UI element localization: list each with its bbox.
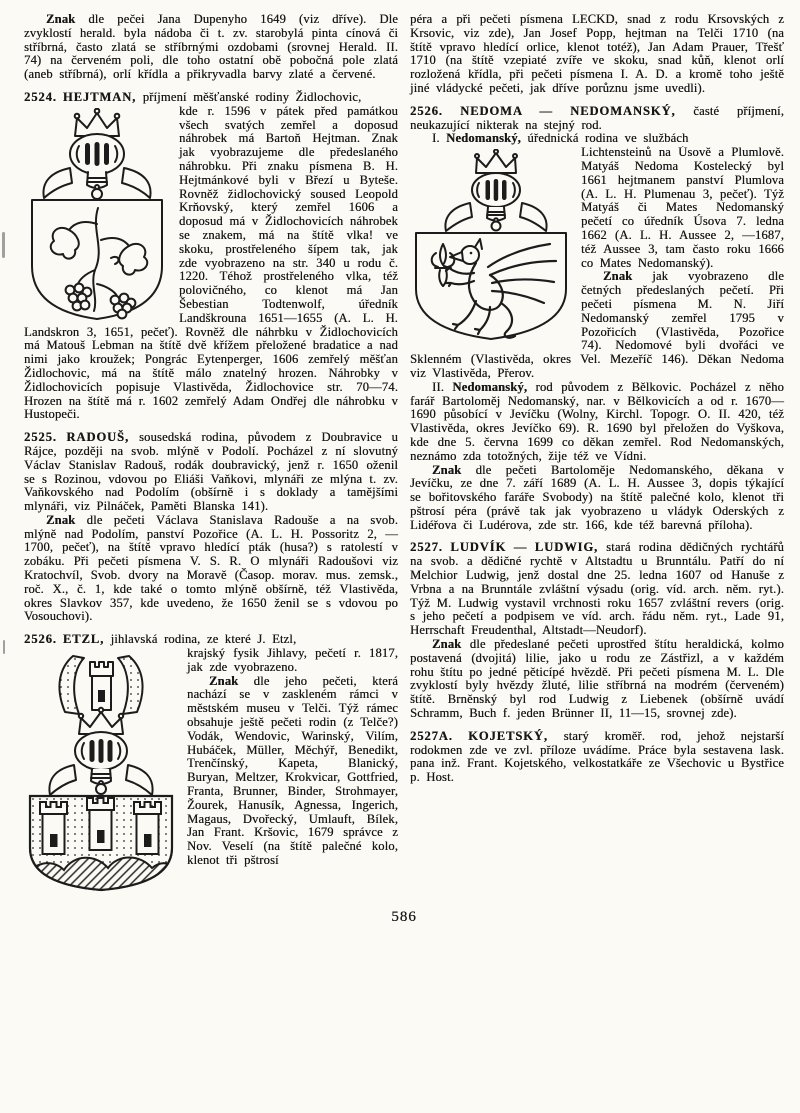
entry-body-text: krajský fysik Jihlavy, pečetí r. 1817, jak zde vyobrazeno. bbox=[187, 647, 398, 674]
entry-2527a-kojetsky bbox=[410, 730, 784, 785]
entry-2526-nedoma bbox=[410, 105, 784, 533]
entry-body-with-illustration bbox=[410, 146, 784, 381]
entry-2524-hejtman bbox=[24, 91, 398, 422]
entry-heading: 2527. LUDVÍK — LUDWIG, stará rodina dědičných rychtářů na svob. a dědičné rychtě v Altstadtu u Brunntálu. Patří do ní Melchior Ludwig, jenž dostal dne 25. ledna 1607 od Hanuše z Vrbna a na Brunntále zvláštní výsadu (orig. víd. arch. něm. ryt.). Týž M. Ludwig vystavil vrchnosti roku 1657 zvláštní revers (orig. s jeho pečetí a podpisem ve víd. arch. řádu něm. ryt., Lade 91, Herrschaft Freudenthal, Altstadt—Neudorf). bbox=[410, 540, 784, 638]
page-number: 586 bbox=[391, 909, 417, 926]
entry-heading: 2524. HEJTMAN, příjmení měšťanské rodiny Židlochovic, bbox=[24, 89, 362, 104]
paragraph-nedomansky-I-znak: Znak jak vyobrazeno dle četných předeslaných pečetí. Při pečeti písmena M. N. Jiří Nedomanský zemřel 1795 v Pozořicích (Vlastivěda, Pozořice 74). Nedomové byli dvořáci ve Sklenném (Vlastivěda, okres Vel. Mezeříč 146). Děkan Nedoma viz Vlastivěda, Přerov. bbox=[410, 269, 784, 380]
paragraph-nedomansky-II-znak: Znak dle pečeti Bartoloměje Nedomanského, děkana v Jevíčku, ze dne 7. září 1689 (A. L. H. Aussee 3, dopis týkající se bořitovského faráře Svobody) na štítě palečné kolo, klenot tři pštrosí péra (právě tak jak vyobrazeno u vládyk Oderských z Lidéřova či Ludérova, zde str. 166, kde též barevná příloha). bbox=[410, 462, 784, 532]
etzl-coat-of-arms-illustration bbox=[24, 650, 178, 892]
paragraph-nedomansky-I: I. Nedomanský, úřednická rodina ve službách bbox=[432, 131, 689, 146]
paragraph-ludvik-znak: Znak dle předeslané pečeti uprostřed štítu heraldická, kolmo postavená (dvojitá) lilie, jako u rodu ze Zástřizl, a v každém rohu štítu po jedné pěticípé hvězdě. Při pečeti písmena M. L. Dle zvyklostí byly hvězdy žluté, lilie stříbrná na modrém (červeném) štítě. Brněnský byl rod Ludwig z Liebenek (obšírně uvádí Schramm, Buch f. jeden Brünner II, 11—15, srovnej zde). bbox=[410, 637, 784, 721]
entry-body-with-illustration bbox=[24, 105, 398, 422]
paragraph-radous-znak: Znak dle pečeti Václava Stanislava Radouše a na svob. mlýně nad Podolím, panství Pozořice (A. L. H. Possoritz 2, —1700, pečeť), na štítě vpravo hledící pták (husa?) s ratolestí v zobáku. Při pečeti písmena V. S. R. O mlynáři Radoušovi viz Kratochvíl, Svob. dvory na Moravě (Časop. morav. mus. zemsk., roč. X., č. 1, kde také o tomto mlýně obšírně, též Vlastivěda, okres Slavkov 357, kde uvedeno, že 1650 ženil se s vdovou po Vosouchovi). bbox=[24, 512, 398, 624]
paragraph-etzl-znak: Znak dle jeho pečeti, která nachází se v zaskleném rámci v městském museu v Telči. Týž rámec obsahuje ještě pečeti rodin (z Telče?) Vodák, Wendovic, Warinský, Vilím, Hubáček, Müller, Měchýř, Benedikt, Trenčínský, Kapeta, Blanický, Buryan, Meltzer, Krokvicar, Gottfried, Franta, Brunner, Binder, Strohmayer, Žourek, Hanusík, Agnessa, Ingerich, Magaus, Dvořecký, Umlauft, Bílek, Jan Frant. Kršovic, 1679 správce z Nov. Veselí (na štítě palečné kolo, klenot tři pštrosí bbox=[187, 673, 398, 868]
nedomansky-coat-of-arms-illustration bbox=[410, 149, 572, 343]
two-column-text bbox=[24, 13, 784, 894]
entry-body-with-illustration bbox=[24, 647, 398, 894]
paragraph-dupeny-znak: Znak dle pečei Jana Dupenyho 1649 (viz dříve). Dle zvyklostí herald. byla nádoba či t. zv. starobylá pinta cínová či stříbrná, často zlatá se stříbrnými ozdobami (srovnej Herald. II. 74) na červeném poli, dle toho ostatní obě pobočná pole zlatá (aneb stříbrná), orlí křídla a přikryvadla barvy zlaté a červené. bbox=[24, 12, 398, 82]
entry-2527-ludvik bbox=[410, 541, 784, 720]
hejtman-coat-of-arms-illustration bbox=[24, 108, 170, 322]
entry-body-text: Lichtensteinů na Úsově a Plumlově. Matyáš Nedoma Kostelecký byl 1661 hejtmanem panství Plumlova (A. L. H. Plumenau 3, pečeť). Týž Matyáš či Mates Nedomanský pečetí co úředník Úsova 7. ledna 1662 (A. L. H. Aussee 2, —1687, též Aussee 3, tam často roku 1666 co Mates Nedomanský). bbox=[581, 146, 784, 270]
entry-2525-radous bbox=[24, 431, 398, 624]
scan-artifact bbox=[2, 232, 5, 258]
entry-body-text: kde r. 1596 v pátek před památkou všech svatých zemřel a doposud náhrobek má Bartoň Hejtman. Znak jak vyobrazujeme dle předeslaného náhrobku. Při znaku písmena B. H. Hejtmánkové byli v Březí u Byteše. Rovněž židlochovický soused Leopold Krňovský, který zemřel 1606 a doposud má v Židlochovicích náhrobek se znakem, má na štítě vlka! ve skoku, prostřeleného šípem tak, jak zde vyobrazeno na str. 340 u rodu č. 1220. Téhož prostřeleného vlka, též polovičného, co klenot má Jan Šebestian Todtenwolf, úředník Landškrouna 1651—1655 (A. L. H. Landskron 3, 1651, pečeť). Rovněž dle náhrbku v Židlochovicích má Matouš Lebman na štítě dvě křížem přeložené bradatice a nad nimi jako kroužek; Pongrác Eytenperger, 1606 zemřelý měšťan Židlochovic, má na štítě málo znatelný hrozen. Náhrobky v Židlochovicích popisuje Vlastivěda, Židlochovice str. 70—74. Hrozen na štítě má r. 1602 zemřelý Adam Ondřej dle náhrobku v Hustopeči. bbox=[24, 104, 398, 422]
entry-heading: 2527A. KOJETSKÝ, starý kroměř. rod, jehož nejstarší rodokmen zde ve zvl. příloze uvádíme. Práce byla sestavena lask. pana inž. Frant. Kojetského, velkostatkáře ze Všechovic u Bystřice p. Host. bbox=[410, 728, 784, 785]
paragraph-continuation: péra a při pečeti písmena LECKD, snad z rodu Krsovských z Krsovic, viz zde), Jan Josef Popp, hejtman na Telči 1710 (na štítě vpravo hledící orlice, klenot totéž), Jan Adam Prauer, Třešť 1710 (na štítě vzepiaté zvíře ve skoku, snad kůň, klenot orlí rozložená křídla, při pečeti písmena I. A. D. a kromě toho ještě jiné vládycké pečeti, jak dříve porůznu jsme uvedli). bbox=[410, 12, 784, 95]
entry-heading: 2526. NEDOMA — NEDOMANSKÝ, časté příjmení, neukazující nikterak na stejný rod. bbox=[410, 103, 784, 132]
entry-2526-etzl bbox=[24, 633, 398, 894]
scan-artifact bbox=[3, 640, 5, 654]
right-column bbox=[410, 13, 784, 894]
entry-heading: 2526. ETZL, jihlavská rodina, ze které J. Etzl, bbox=[24, 632, 297, 647]
paragraph-nedomansky-II: II. Nedomanský, rod původem z Bělkovic. Pocházel z něho farář Bartoloměj Nedomanský, nar. v Bělkovicích a od r. 1670—1690 působící v Jevíčku (Wolny, Kirchl. Topogr. O. II. 420, též Vlastivěda, okres Jevíčko 69). R. 1690 byl přeložen do Vyškova, kde dne 5. června 1699 co děkan zemřel. Rod Nedomanských, neznámo zda totožných, žije též ve Vídni. bbox=[410, 379, 784, 463]
entry-heading: 2525. RADOUŠ, sousedská rodina, původem z Doubravice u Rájce, později na svob. mlýně v Podolí. Pocházel z ní slovutný Václav Stanislav Radouš, rodák doubravický, jenž r. 1650 oženil se s Rozinou, vdovou po Eliáši Vaňkovi, mlynáři ze mlýna t. zv. Vaňkovského nad Podolím (obšírně i s doklady a tamějšími mlynáři, viz Pilnáček, Paměti Blanska 141). bbox=[24, 430, 398, 514]
left-column bbox=[24, 13, 398, 894]
